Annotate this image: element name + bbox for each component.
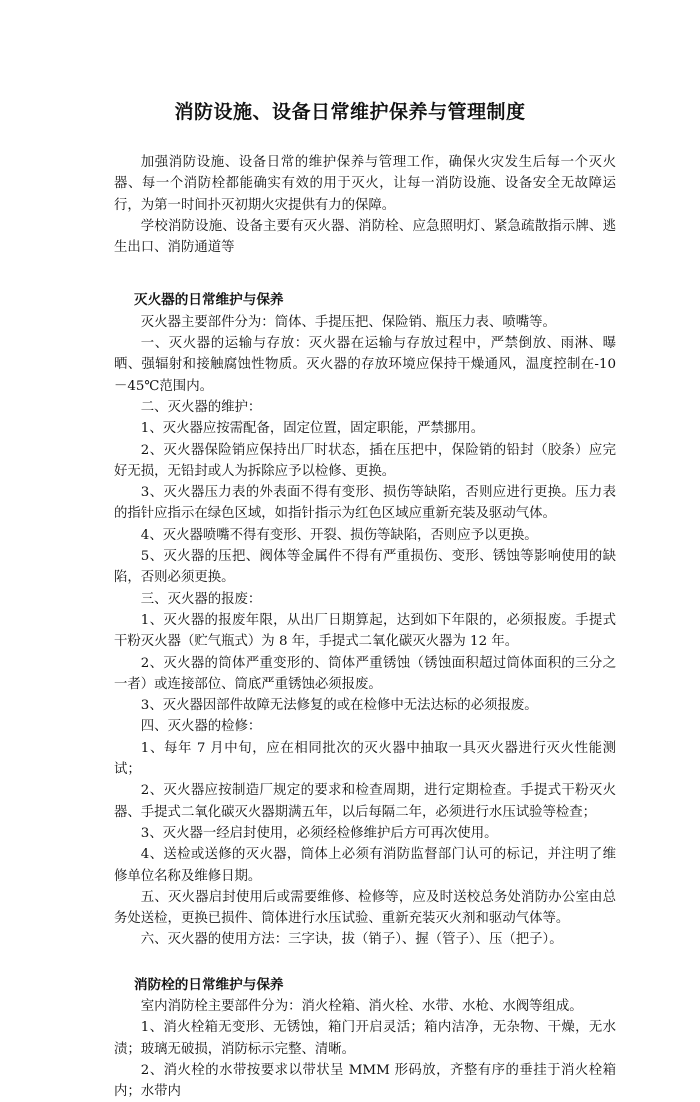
intro-paragraph: 加强消防设施、设备日常的维护保养与管理工作，确保火灾发生后每一个灭火器、每一个消防栓都能确实有效的用于灭火，让每一消防设施、设备安全无故障运行，为第一时间扑灭初期火灾提供有力的保障。: [114, 155, 616, 213]
section-paragraph: 一、灭火器的运输与存放：灭火器在运输与存放过程中，严禁倒放、雨淋、曝晒、强辐射和接触腐蚀性物质。灭火器的存放环境应保持干燥通风，温度控制在-10－45℃范围内。: [114, 336, 616, 394]
section-paragraph: 2、灭火器应按制造厂规定的要求和检查周期，进行定期检查。手提式干粉灭火器、手提式二氧化碳灭火器期满五年，以后每隔二年，必须进行水压试验等检查；: [114, 783, 616, 820]
section-paragraph: 1、灭火器应按需配备，固定位置，固定职能，严禁挪用。: [140, 421, 485, 437]
section-paragraph: 3、灭火器一经启封使用，必须经检修维护后方可再次使用。: [140, 825, 498, 841]
section-paragraph: 五、灭火器启封使用后或需要维修、检修等，应及时送校总务处消防办公室由总务处送检，更换已损件、筒体进行水压试验、重新充装灭火剂和驱动气体等。: [114, 889, 616, 927]
section-paragraph: 二、灭火器的维护：: [140, 399, 262, 415]
section-heading: 灭火器的日常维护与保养: [134, 292, 284, 309]
page-title: 消防设施、设备日常维护保养与管理制度: [174, 101, 526, 123]
intro-paragraph: 学校消防设施、设备主要有灭火器、消防栓、应急照明灯、紧急疏散指示牌、逃生出口、消防通道等: [114, 218, 616, 256]
document-body: [114, 152, 616, 1102]
section-paragraph: 灭火器主要部件分为：筒体、手提压把、保险销、瓶压力表、喷嘴等。: [140, 314, 556, 330]
section-paragraph: 2、灭火器的筒体严重变形的、筒体严重锈蚀（锈蚀面积超过筒体面积的三分之一者）或连接部位、筒底严重锈蚀必须报废。: [114, 655, 616, 692]
section-paragraph: 六、灭火器的使用方法：三字诀，拔（销子）、握（管子）、压（把子）。: [140, 932, 563, 948]
section-paragraph: 1、灭火器的报废年限，从出厂日期算起，达到如下年限的，必须报废。手提式干粉灭火器（贮气瓶式）为 8 年，手提式二氧化碳灭火器为 12 年。: [114, 612, 616, 650]
section-spacer: [114, 951, 616, 975]
section-paragraph: 2、消火栓的水带按要求以带状呈 MMM 形码放，齐整有序的垂挂于消火栓箱内；水带内: [114, 1062, 616, 1100]
section-paragraph: 1、每年 7 月中旬，应在相同批次的灭火器中抽取一具灭火器进行灭火性能测试；: [114, 740, 616, 778]
section-paragraph: 5、灭火器的压把、阀体等金属件不得有严重损伤、变形、锈蚀等影响使用的缺陷，否则必须更换。: [114, 549, 616, 586]
section-paragraph: 2、灭火器保险销应保持出厂时状态，插在压把中，保险销的铅封（胶条）应完好无损，无铅封或人为拆除应予以检修、更换。: [114, 442, 616, 479]
extinguisher-section: [114, 290, 616, 950]
section-paragraph: 4、灭火器喷嘴不得有变形、开裂、损伤等缺陷，否则应予以更换。: [140, 527, 538, 543]
section-heading: 消防栓的日常维护与保养: [134, 976, 284, 993]
section-paragraph: 1、消火栓箱无变形、无锈蚀，箱门开启灵活；箱内洁净，无杂物、干燥，无水渍；玻璃无破损，消防标示完整、清晰。: [114, 1020, 616, 1057]
section-paragraph: 3、灭火器压力表的外表面不得有变形、损伤等缺陷，否则应进行更换。压力表的指针应指示在绿色区域，如指针指示为红色区域应重新充装及驱动气体。: [114, 485, 616, 522]
section-spacer: [114, 258, 616, 290]
section-paragraph: 三、灭火器的报废：: [140, 591, 262, 607]
hydrant-section: [114, 975, 616, 1102]
section-paragraph: 室内消防栓主要部件分为：消火栓箱、消火栓、水带、水枪、水阀等组成。: [140, 998, 583, 1014]
section-paragraph: 四、灭火器的检修：: [140, 719, 262, 735]
section-paragraph: 4、送检或送修的灭火器，筒体上必须有消防监督部门认可的标记，并注明了维修单位名称及维修日期。: [114, 847, 616, 884]
section-paragraph: 3、灭火器因部件故障无法修复的或在检修中无法达标的必须报废。: [140, 698, 538, 714]
